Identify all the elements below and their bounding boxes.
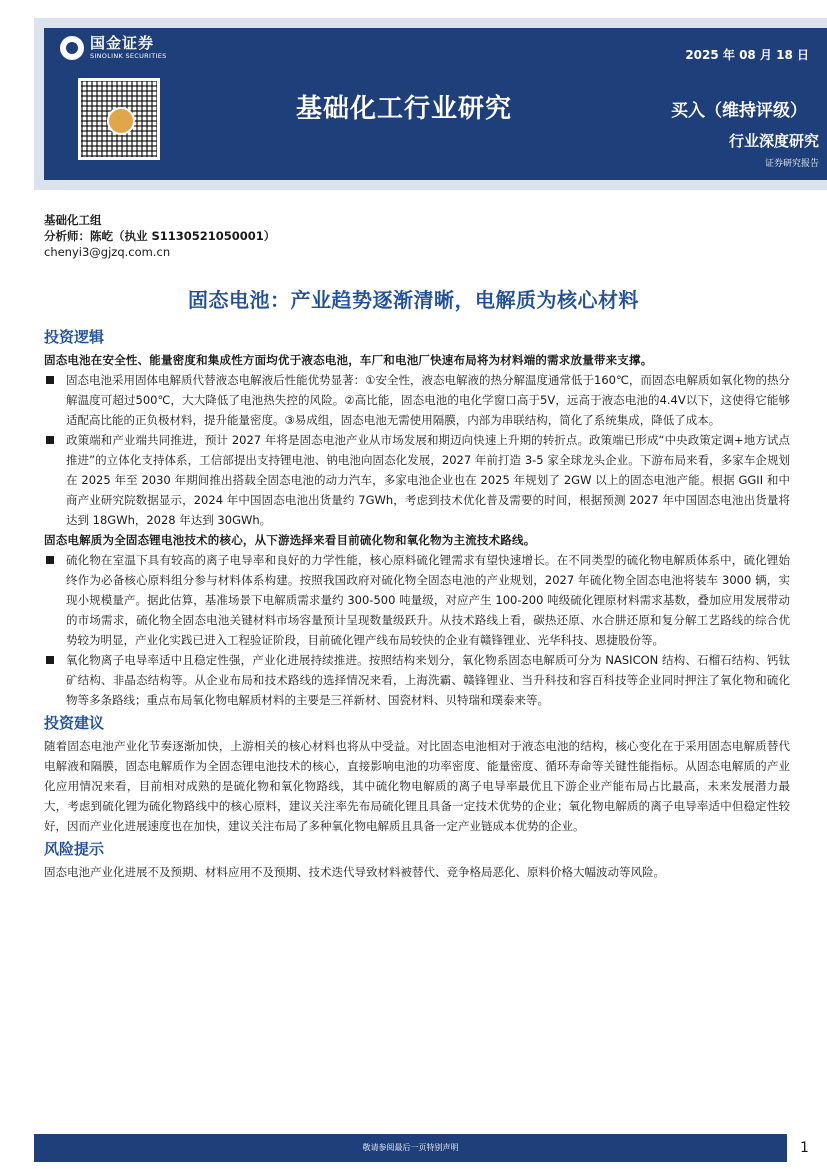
bullet-item: 政策端和产业端共同推进，预计 2027 年将是固态电池产业从市场发展和期迈向快速上升期的转折点。政策端已形成“中央政策定调+地方试点推进”的立体化支持体系，工信部提出支持锂电池、钠电池向固态化发展，2027 年前打造 3-5 家全球龙头企业。下游布局来看，多家车企规划在 2025 年至 2030 年期间推出搭载全固态电池的动力汽车，多家电池企业也在 2025 年规划了 2GW 以上的固态电池产能。根据 GGII 和中商产业研究院数据显示，2024 年中国固态电池出货量约 7GWh，考虑到技术优化普及需要的时间，根据预测 2027 年中国固态电池出货量将达到 18GWh，2028 年达到 30GWh。 — [44, 430, 790, 530]
section-title-risk: 风险提示 — [44, 840, 105, 858]
report-body — [44, 326, 790, 882]
bullet-item: 固态电池采用固体电解质代替液态电解液后性能优势显著：①安全性，液态电解液的热分解温度通常低于160℃，而固态电解质如氧化物的热分解温度可超过500℃，大大降低了电池热失控的风险。②高比能，固态电池的电化学窗口高于5V，远高于液态电池的4.4V以下，这使得它能够适配高比能的正负极材料，提升能量密度。③易成组，固态电池无需使用隔膜，内部为串联结构，简化了系统集成，降低了成本。 — [44, 370, 790, 430]
footer-disclaimer[interactable]: 敬请参阅最后一页特别声明 — [362, 1143, 459, 1152]
company-logo — [60, 36, 167, 60]
rating: 买入（维持评级） — [671, 101, 807, 121]
bullet-square-icon — [46, 436, 54, 444]
footer-bar — [34, 1134, 787, 1162]
logo-mark-icon — [60, 36, 84, 60]
bullet-square-icon — [46, 556, 54, 564]
qr-code-icon — [78, 78, 160, 160]
bullet-item: 硫化物在室温下具有较高的离子电导率和良好的力学性能，核心原料硫化锂需求有望快速增长。在不同类型的硫化物电解质体系中，硫化锂始终作为必备核心原料组分参与材料体系构建。按照我国政府对硫化物全固态电池的产业规划，2027 年硫化物全固态电池将装车 3000 辆，实现小规模量产。据此估算，基准场景下电解质需求量约 300-500 吨量级，对应产生 100-200 吨级硫化锂原材料需求基数，叠加应用发展带动的市场需求，硫化物全固态电池关键材料市场容量预计呈现数量级跃升。从技术路线上看，碳热还原、水合肼还原和复分解工艺路线的综合优势较为明显，产业化实践已进入工程验证阶段，目前硫化锂产线布局较快的企业有赣锋锂业、光华科技、恩捷股份等。 — [44, 550, 790, 650]
report-subtitle: 证券研究报告 — [764, 159, 819, 169]
advice-paragraph: 随着固态电池产业化节奏逐渐加快，上游相关的核心材料也将从中受益。对比固态电池相对于液态电池的结构，核心变化在于采用固态电解质替代电解液和隔膜，固态电解质作为全固态锂电池技术的核心，直接影响电池的功率密度、能量密度、循环寿命等关键性能指标。从固态电解质的产业化应用情况来看，目前相对成熟的是硫化物和氧化物路线，其中硫化物电解质的离子电导率最优且下游企业产能布局占比最高，未来发展潜力最大，考虑到硫化锂为硫化物路线中的核心原料，建议关注率先布局硫化锂且具备一定技术优势的企业；氧化物电解质的离子电导率适中但稳定性较好，因而产业化进展速度也在加快，建议关注布局了多种氧化物电解质且具备一定产业链成本优势的企业。 — [44, 739, 790, 833]
lead-paragraph: 固态电池在安全性、能量密度和集成性方面均优于液态电池，车厂和电池厂快速布局将为材料端的需求放量带来支撑。 — [44, 353, 653, 367]
report-date: 2025 年 08 月 18 日 — [685, 48, 809, 62]
analyst-email[interactable]: chenyi3@gjzq.com.cn — [44, 245, 171, 259]
analyst-info — [44, 212, 275, 260]
bullet-item: 氧化物离子电导率适中且稳定性强，产业化进展持续推进。按照结构来划分，氧化物系固态电解质可分为 NASICON 结构、石榴石结构、钙钛矿结构、非晶态结构等。从企业布局和技术路线的选择情况来看，上海洗霸、赣锋锂业、当升科技和容百科技等企业同时押注了氧化物和硫化物等多条路线；重点布局氧化物电解质材料的主要是三祥新材、国瓷材料、贝特瑞和璞泰来等。 — [44, 650, 790, 710]
report-type: 行业深度研究 — [728, 132, 819, 150]
qr-center-logo-icon — [107, 107, 135, 135]
logo-name-cn: 国金证券 — [90, 34, 155, 53]
logo-name-en: SINOLINK SECURITIES — [90, 52, 167, 61]
bullet-square-icon — [46, 376, 54, 384]
section-title-logic: 投资逻辑 — [44, 328, 105, 346]
page-number: 1 — [800, 1140, 809, 1156]
bullet-square-icon — [46, 656, 54, 664]
industry-title: 基础化工行业研究 — [296, 94, 513, 124]
analyst-name: 分析师：陈屹（执业 S1130521050001） — [44, 229, 276, 243]
lead-paragraph: 固态电解质为全固态锂电池技术的核心，从下游选择来看目前硫化物和氧化物为主流技术路线。 — [44, 533, 536, 547]
research-group: 基础化工组 — [44, 213, 102, 227]
risk-paragraph: 固态电池产业化进展不及预期、材料应用不及预期、技术迭代导致材料被替代、竞争格局恶化、原料价格大幅波动等风险。 — [44, 865, 665, 879]
report-title: 固态电池：产业趋势逐渐清晰，电解质为核心材料 — [188, 288, 639, 312]
section-title-advice: 投资建议 — [44, 714, 105, 732]
